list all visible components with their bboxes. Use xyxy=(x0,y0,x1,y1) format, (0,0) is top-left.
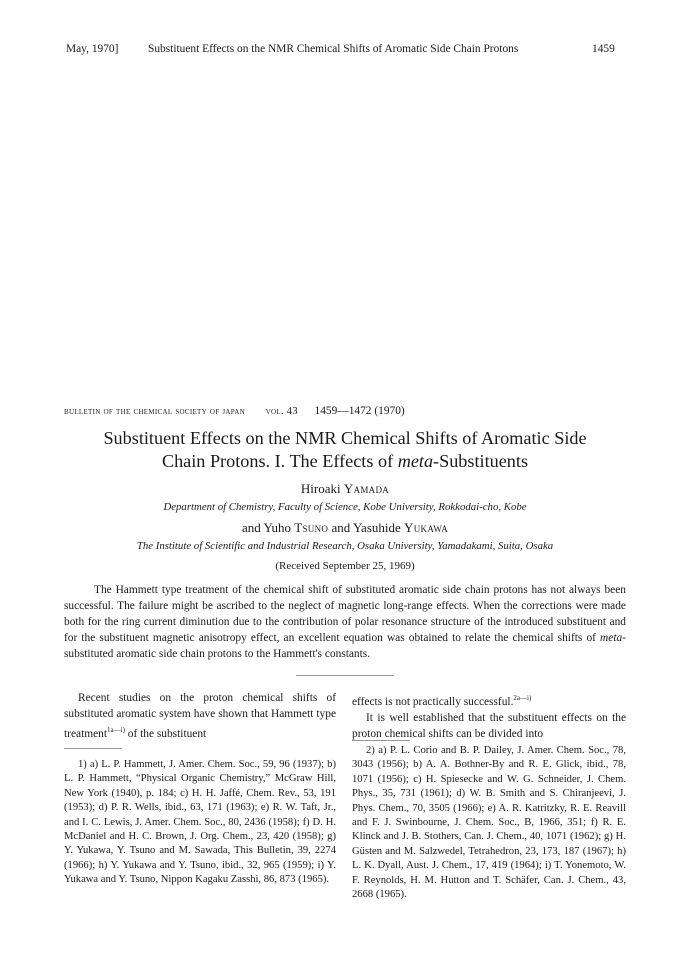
header-date: May, 1970] xyxy=(66,43,119,55)
section-divider xyxy=(296,675,394,676)
author-1: Hiroaki Yamada xyxy=(300,481,390,496)
abstract: The Hammett type treatment of the chemical shift of substituted aromatic side chain protons has not always been successful. The failure might be ascribed to the neglect of magnetic long-range effects. When the corrections were made both for the ring current diminution due to the contribution of polar resonance structure of the introduced substituent and for the substituent magnetic anisotropy effect, an excellent equation was obtained to relate the chemical shifts of meta-substituted aromatic side chain protons to the Hammett's constants. xyxy=(64,584,626,660)
footnote-rule-left xyxy=(64,748,122,749)
footnote-2: 2) a) P. L. Corio and B. P. Dailey, J. Amer. Chem. Soc., 78, 3043 (1956); b) A. A. Bothner-By and R. E. Glick, ibid., 78, 1071 (1956); c) H. Spiesecke and W. G. Schneider, J. Chem. Phys., 35, 731 (1961); d) W. B. Smith and S. Chiranjeevi, J. Phys. Chem., 70, 3505 (1966); e) A. R. Katritzky, R. E. Reavill and F. J. Swinbourne, J. Chem. Soc., B, 1966, 351; f) R. E. Klinck and J. B. Stothers, Can. J. Chem., 40, 1071 (1962); g) H. Güsten and M. Salzwedel, Tetrahedron, 23, 173, 187 (1967); h) L. K. Dyall, Aust. J. Chem., 17, 419 (1964); i) T. Yonemoto, W. F. Reynolds, H. M. Hutton and T. Schäfer, Can. J. Chem., 43, 2668 (1965). xyxy=(352,745,626,901)
body-right-paragraph: effects is not practically successful.$^{2a—i)}$ It is well established that the substituent effects on the proton chemical shifts can be divided into xyxy=(352,694,626,740)
running-title: Substituent Effects on the NMR Chemical Shifts of Aromatic Side Chain Protons xyxy=(148,43,519,55)
affiliation-2: The Institute of Scientific and Industrial Research, Osaka University, Yamadakami, Suita, Osaka xyxy=(136,540,554,552)
received-date: (Received September 25, 1969) xyxy=(275,560,415,572)
affiliation-1: Department of Chemistry, Faculty of Science, Kobe University, Rokkodai-cho, Kobe xyxy=(163,501,527,513)
authors-2-3: and Yuho Tsuno and Yasuhide Yukawa xyxy=(241,520,448,535)
article-title xyxy=(60,427,630,473)
title-line-1: Substituent Effects on the NMR Chemical Shifts of Aromatic Side xyxy=(103,428,587,448)
body-left-paragraph: Recent studies on the proton chemical shifts of substituted aromatic system have shown that Hammett type treatment$^{1a—i)}$ of the substituent xyxy=(64,692,336,740)
footnote-1: 1) a) L. P. Hammett, J. Amer. Chem. Soc., 59, 96 (1937); b) L. P. Hammett, “Physical Organic Chemistry,” McGraw Hill, New York (1940), p. 184; c) H. H. Jaffé, Chem. Rev., 53, 191 (1953); d) P. R. Wells, ibid., 63, 171 (1963); e) R. W. Taft, Jr., and I. C. Lewis, J. Amer. Chem. Soc., 80, 2436 (1958); f) D. H. McDaniel and H. C. Brown, J. Org. Chem., 23, 420 (1958); g) Y. Yukawa, Y. Tsuno and M. Sawada, This Bulletin, 39, 2274 (1966); h) Y. Yukawa and Y. Tsuno, ibid., 32, 965 (1959); i) Y. Yukawa and Y. Tsuno, Nippon Kagaku Zasshi, 86, 873 (1965). xyxy=(64,759,336,886)
footnote-rule-right xyxy=(352,740,410,741)
page-range: 1459—1472 (1970) xyxy=(314,405,405,417)
page-number: 1459 xyxy=(592,43,615,55)
title-line-2: Chain Protons. I. The Effects of meta-Substituents xyxy=(161,451,529,471)
volume: vol. 43 xyxy=(265,406,298,417)
journal-name: bulletin of the chemical society of japan xyxy=(64,406,246,417)
bulletin-line xyxy=(64,405,405,417)
